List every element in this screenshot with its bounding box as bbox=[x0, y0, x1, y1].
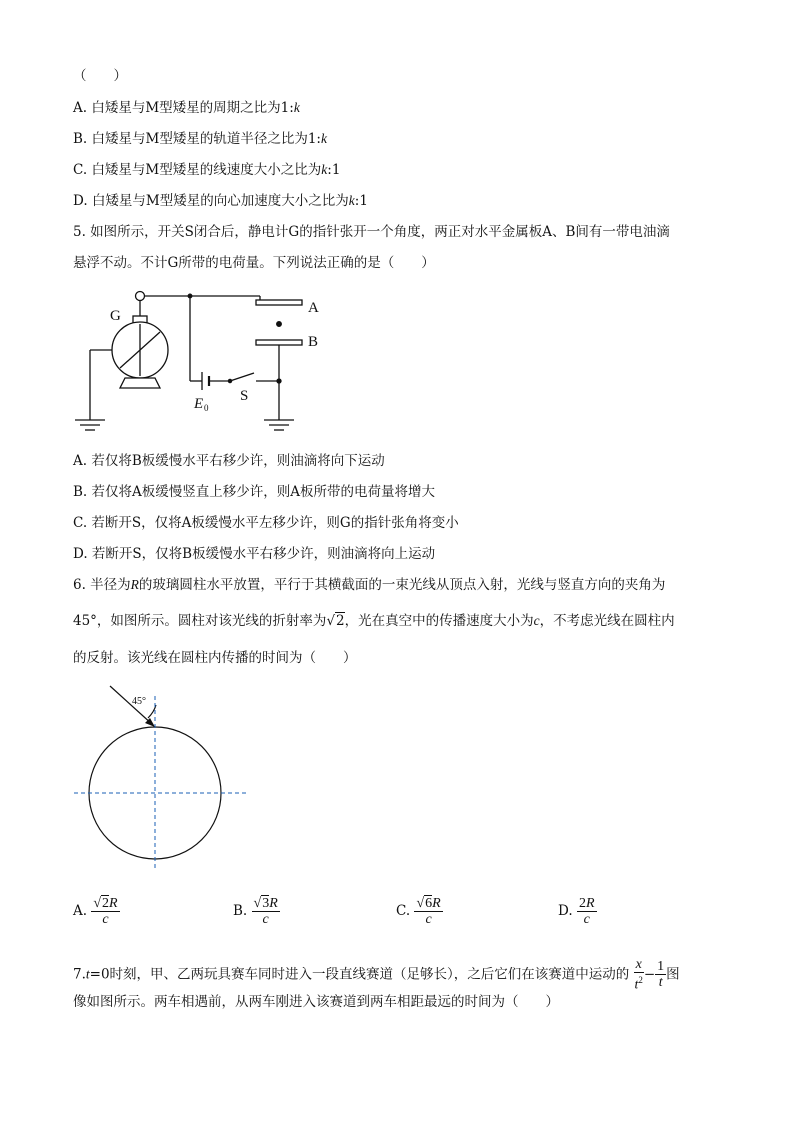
q6-option-b: B. $\frac{√3R}{c}$ bbox=[233, 896, 278, 927]
q4-stem-tail: （ ） bbox=[73, 68, 127, 84]
plate-b bbox=[256, 340, 302, 345]
q5-option-b: B. 若仅将A板缓慢竖直上移少许，则A板所带的电荷量将增大 bbox=[73, 484, 436, 500]
label-e: E bbox=[194, 396, 204, 412]
label-g: G bbox=[110, 308, 121, 324]
label-a: A bbox=[308, 300, 319, 316]
plate-a bbox=[256, 300, 302, 305]
q7-stem-line2: 像如图所示。两车相遇前，从两车刚进入该赛道到两车相距最远的时间为（ ） bbox=[73, 994, 559, 1010]
q6-stem-line3: 的反射。该光线在圆柱内传播的时间为（ ） bbox=[73, 650, 357, 666]
electrometer-terminal bbox=[136, 292, 145, 301]
q5-stem-line2: 悬浮不动。不计G所带的电荷量。下列说法正确的是（ ） bbox=[73, 255, 435, 271]
label-s: S bbox=[240, 388, 249, 404]
q7-stem-line1: 7.t=0时刻，甲、乙两玩具赛车同时进入一段直线赛道（足够长），之后它们在该赛道中运动的 $\frac{x}{t^2}$ − $\frac{1}{t}$ 图 bbox=[73, 957, 680, 993]
q5-circuit-figure bbox=[70, 288, 340, 438]
q6-stem-line2: 45°，如图所示。圆柱对该光线的折射率为√2，光在真空中的传播速度大小为c，不考虑光线在圆柱内 bbox=[73, 613, 675, 629]
q5-option-d: D. 若断开S，仅将B板缓慢水平右移少许，则油滴将向上运动 bbox=[73, 546, 436, 562]
q5-option-a: A. 若仅将B板缓慢水平右移少许，则油滴将向下运动 bbox=[73, 453, 385, 469]
q4-option-c: C. 白矮星与M型矮星的线速度大小之比为k:1 bbox=[73, 162, 341, 178]
q5-stem-line1: 5. 如图所示，开关S闭合后，静电计G的指针张开一个角度，两正对水平金属板A、B间有一带电油滴 bbox=[73, 224, 670, 240]
q4-option-b: B. 白矮星与M型矮星的轨道半径之比为1:k bbox=[73, 131, 327, 147]
angle-label: 45° bbox=[132, 696, 146, 707]
label-e-sub: 0 bbox=[204, 403, 209, 413]
q6-option-a: A. $\frac{√2R}{c}$ bbox=[73, 896, 118, 927]
q5-option-c: C. 若断开S，仅将A板缓慢水平左移少许，则G的指针张角将变小 bbox=[73, 515, 459, 531]
oil-drop bbox=[277, 322, 282, 327]
q6-cylinder-figure bbox=[70, 678, 260, 878]
label-b: B bbox=[308, 334, 319, 350]
q6-option-d: D. $\frac{2R}{c}$ bbox=[558, 896, 595, 927]
q6-option-c: C. $\frac{√6R}{c}$ bbox=[396, 896, 441, 927]
q4-option-d: D. 白矮星与M型矮星的向心加速度大小之比为k:1 bbox=[73, 193, 368, 209]
q4-option-a: A. 白矮星与M型矮星的周期之比为1:k bbox=[73, 100, 300, 116]
q6-stem-line1: 6. 半径为R的玻璃圆柱水平放置，平行于其横截面的一束光线从顶点入射，光线与竖直方向的夹角为 bbox=[73, 577, 666, 593]
